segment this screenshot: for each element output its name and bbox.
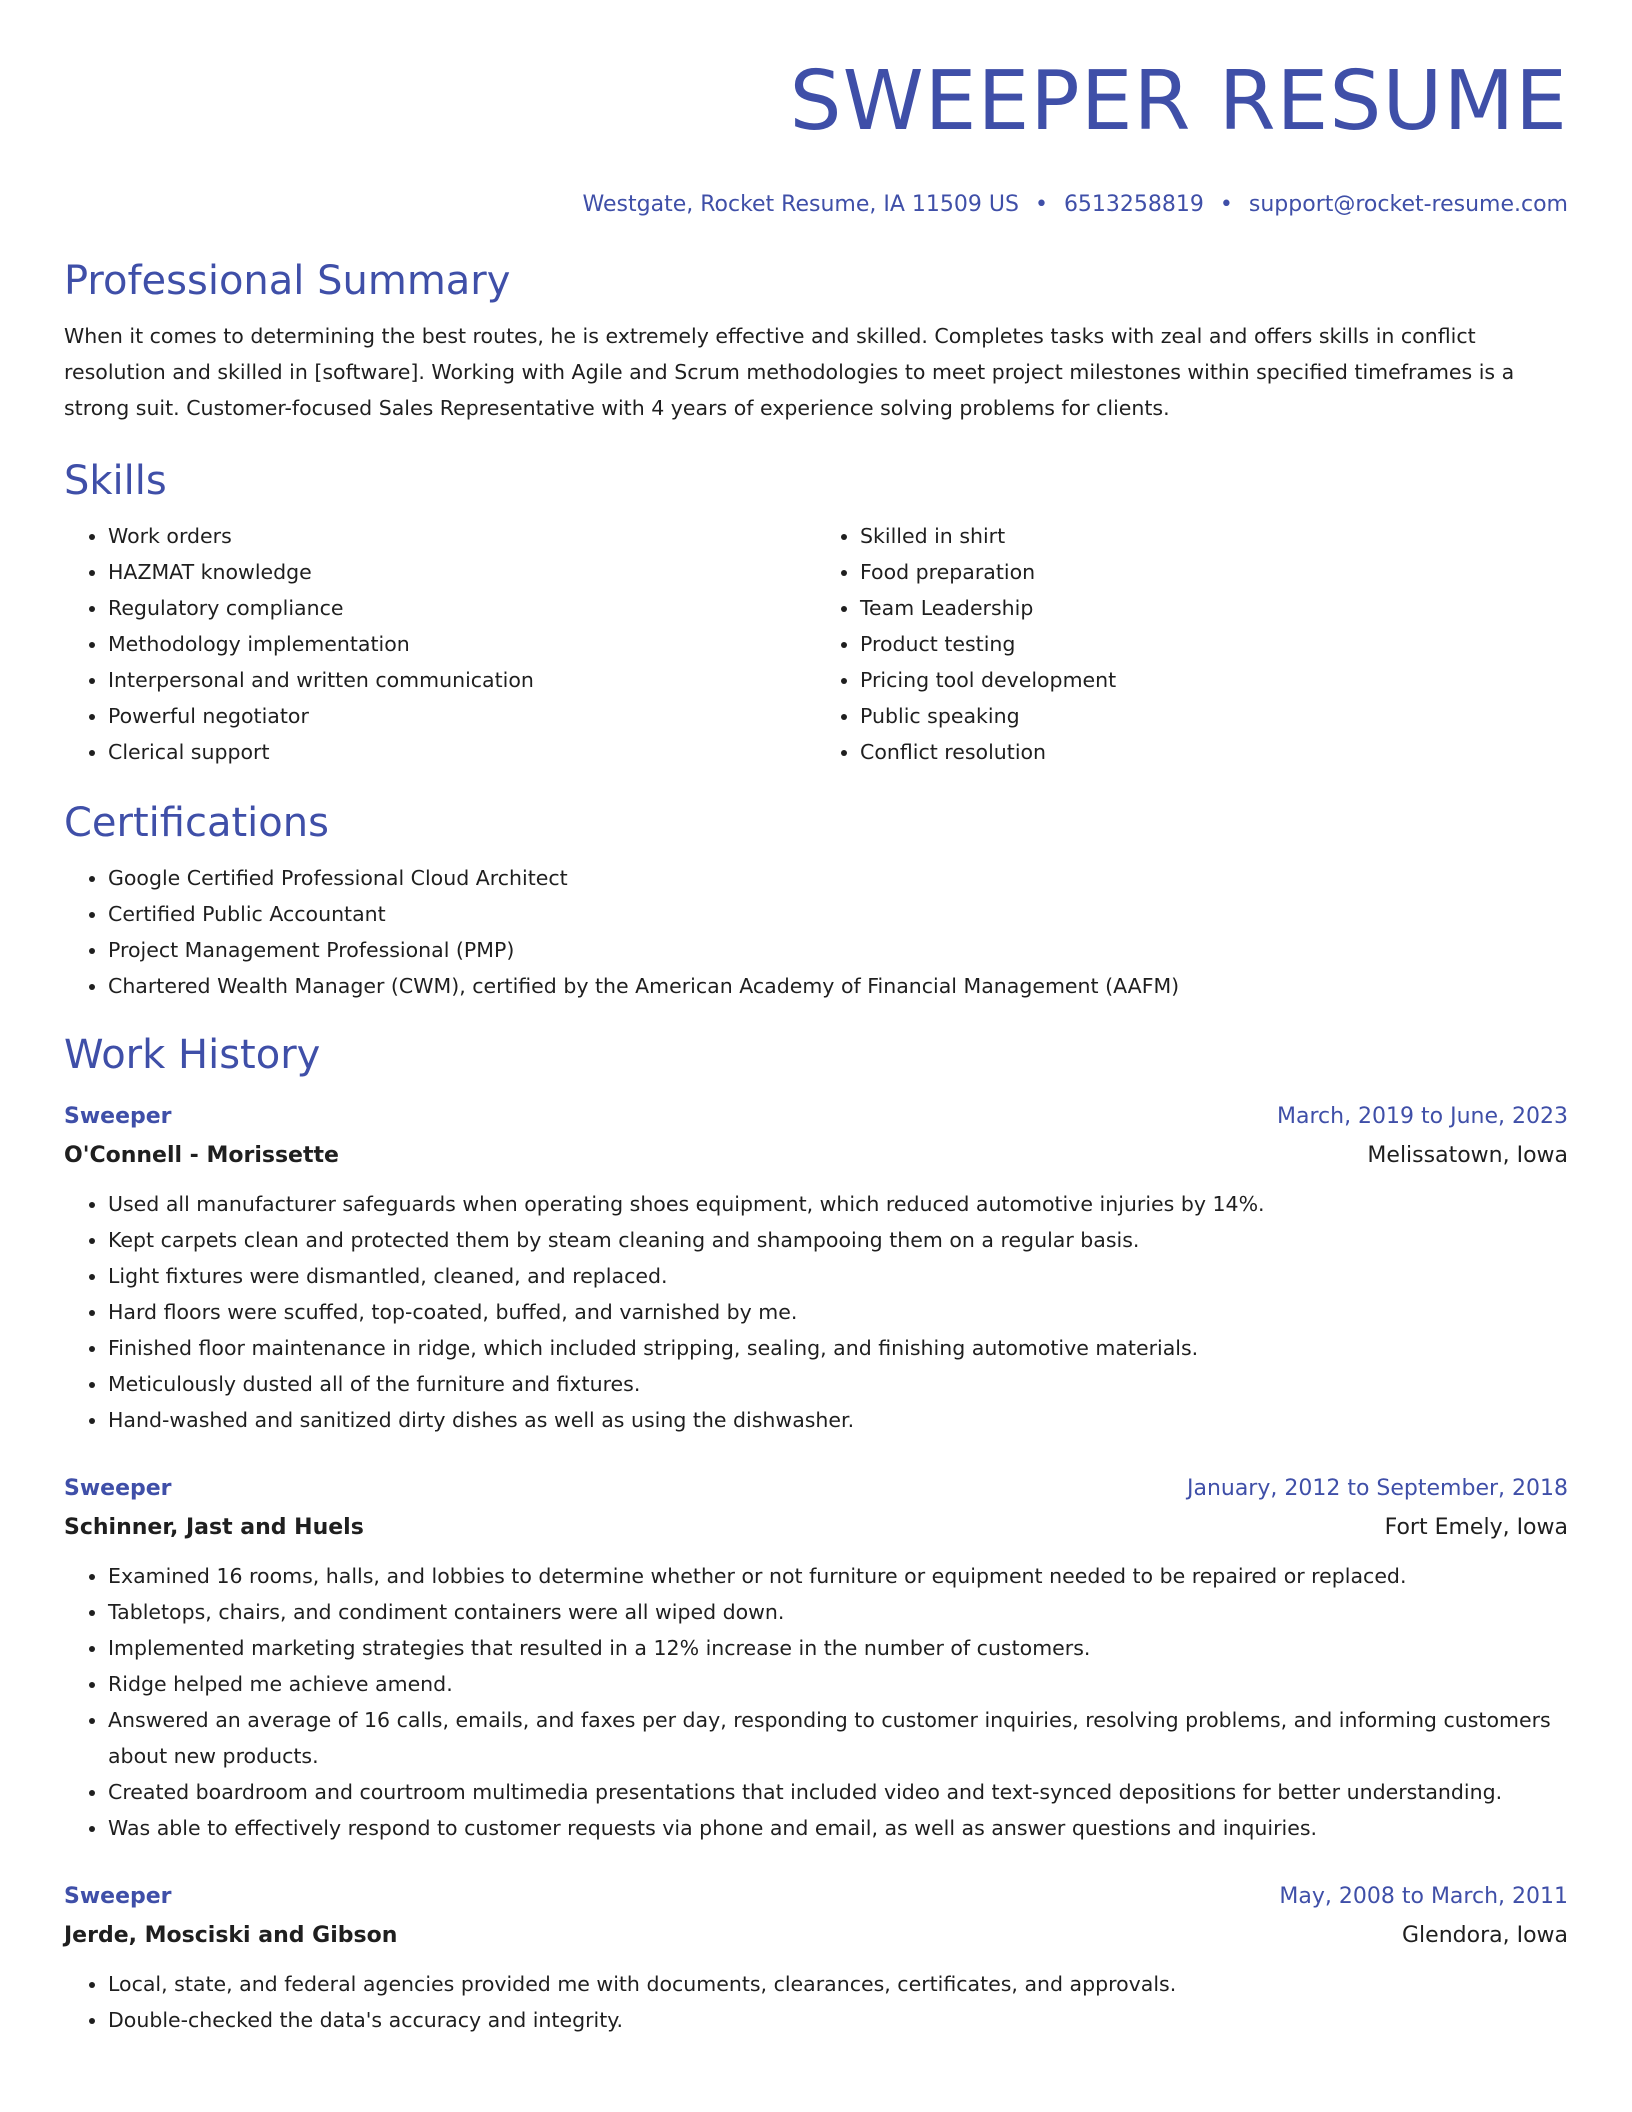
skill-item: • Powerful negotiator [108, 698, 816, 734]
certifications-list [64, 860, 1568, 1004]
job-company-row [64, 1916, 1568, 1956]
summary-text: When it comes to determining the best routes, he is extremely effective and skilled. Completes tasks with zeal and offers skills in conflict resolution and skilled in [software]. Working with Agile and Scrum methodologies to meet project milestones within specified timeframes is a strong suit. Customer-focused Sales Representative with 4 years of experience solving problems for clients. [64, 324, 1515, 420]
job-bullet: • Hand-washed and sanitized dirty dishes as well as using the dishwasher. [108, 1402, 1568, 1438]
job-title: Sweeper [64, 1884, 172, 1909]
job-header-row [64, 1470, 1568, 1508]
skills-list-right [816, 518, 1568, 770]
job-bullet: • Was able to effectively respond to customer requests via phone and email, as well as answer questions and inquiries. [108, 1810, 1568, 1846]
skill-item: • Product testing [860, 626, 1568, 662]
job-bullet: • Used all manufacturer safeguards when operating shoes equipment, which reduced automotive injuries by 14%. [108, 1186, 1568, 1222]
job-bullet: • Local, state, and federal agencies provided me with documents, clearances, certificates, and approvals. [108, 1966, 1568, 2002]
skill-item: • Methodology implementation [108, 626, 816, 662]
skill-item: • Work orders [108, 518, 816, 554]
contact-address: Westgate, Rocket Resume, IA 11509 US [582, 192, 1019, 217]
job-header-row [64, 1098, 1568, 1136]
job-bullet: • Hard floors were scuffed, top-coated, buffed, and varnished by me. [108, 1294, 1568, 1330]
job-dates: May, 2008 to March, 2011 [1279, 1884, 1568, 1909]
job-title: Sweeper [64, 1104, 172, 1129]
contact-email[interactable]: support@rocket-resume.com [1248, 192, 1568, 217]
job-entry [64, 1098, 1568, 1438]
job-bullet: • Kept carpets clean and protected them by steam cleaning and shampooing them on a regular basis. [108, 1222, 1568, 1258]
job-bullets [64, 1186, 1568, 1438]
certification-item: • Google Certified Professional Cloud Architect [108, 860, 1568, 896]
job-dates: March, 2019 to June, 2023 [1277, 1104, 1568, 1129]
job-bullet: • Implemented marketing strategies that resulted in a 12% increase in the number of customers. [108, 1630, 1568, 1666]
skill-item: • HAZMAT knowledge [108, 554, 816, 590]
job-bullet: • Ridge helped me achieve amend. [108, 1666, 1568, 1702]
job-entry [64, 1878, 1568, 2038]
contact-line [64, 190, 1568, 220]
section-title-summary: Professional Summary [64, 258, 511, 304]
job-bullet: • Meticulously dusted all of the furniture and fixtures. [108, 1366, 1568, 1402]
job-bullet: • Answered an average of 16 calls, emails, and faxes per day, responding to customer inquiries, resolving problems, and informing customers about new products. [108, 1702, 1568, 1774]
job-company-row [64, 1136, 1568, 1176]
job-company: O'Connell - Morissette [64, 1143, 339, 1168]
job-header-row [64, 1878, 1568, 1916]
job-location: Glendora, Iowa [1402, 1923, 1568, 1948]
job-company: Jerde, Mosciski and Gibson [64, 1923, 398, 1948]
resume-header [64, 0, 1568, 220]
job-dates: January, 2012 to September, 2018 [1186, 1476, 1568, 1501]
certification-item: • Chartered Wealth Manager (CWM), certified by the American Academy of Financial Management (AAFM) [108, 968, 1568, 1004]
job-company: Schinner, Jast and Huels [64, 1515, 364, 1540]
resume-name: SWEEPER RESUME [789, 54, 1568, 149]
job-bullet: • Double-checked the data's accuracy and integrity. [108, 2002, 1568, 2038]
contact-phone: 6513258819 [1063, 192, 1204, 217]
job-bullet: • Created boardroom and courtroom multimedia presentations that included video and text-synced depositions for better understanding. [108, 1774, 1568, 1810]
skill-item: • Interpersonal and written communication [108, 662, 816, 698]
job-title: Sweeper [64, 1476, 172, 1501]
skill-item: • Regulatory compliance [108, 590, 816, 626]
skill-item: • Food preparation [860, 554, 1568, 590]
job-bullets [64, 1966, 1568, 2038]
certification-item: • Certified Public Accountant [108, 896, 1568, 932]
job-entry [64, 1470, 1568, 1846]
skill-item: • Team Leadership [860, 590, 1568, 626]
skills-columns [64, 518, 1568, 770]
contact-separator: • [1034, 192, 1048, 217]
skill-item: • Conflict resolution [860, 734, 1568, 770]
job-bullet: • Examined 16 rooms, halls, and lobbies to determine whether or not furniture or equipment needed to be repaired or replaced. [108, 1558, 1568, 1594]
section-title-certifications: Certifications [64, 800, 329, 846]
skill-item: • Public speaking [860, 698, 1568, 734]
job-location: Fort Emely, Iowa [1384, 1515, 1568, 1540]
certification-item: • Project Management Professional (PMP) [108, 932, 1568, 968]
job-bullet: • Finished floor maintenance in ridge, which included stripping, sealing, and finishing automotive materials. [108, 1330, 1568, 1366]
contact-separator: • [1219, 192, 1233, 217]
job-bullets [64, 1558, 1568, 1846]
job-bullet: • Light fixtures were dismantled, cleaned, and replaced. [108, 1258, 1568, 1294]
job-location: Melissatown, Iowa [1367, 1143, 1568, 1168]
section-title-work-history: Work History [64, 1032, 321, 1078]
skill-item: • Skilled in shirt [860, 518, 1568, 554]
job-company-row [64, 1508, 1568, 1548]
skill-item: • Pricing tool development [860, 662, 1568, 698]
skills-list-left [64, 518, 816, 770]
skill-item: • Clerical support [108, 734, 816, 770]
resume-page [64, 0, 1568, 2038]
job-bullet: • Tabletops, chairs, and condiment containers were all wiped down. [108, 1594, 1568, 1630]
section-title-skills: Skills [64, 458, 167, 504]
